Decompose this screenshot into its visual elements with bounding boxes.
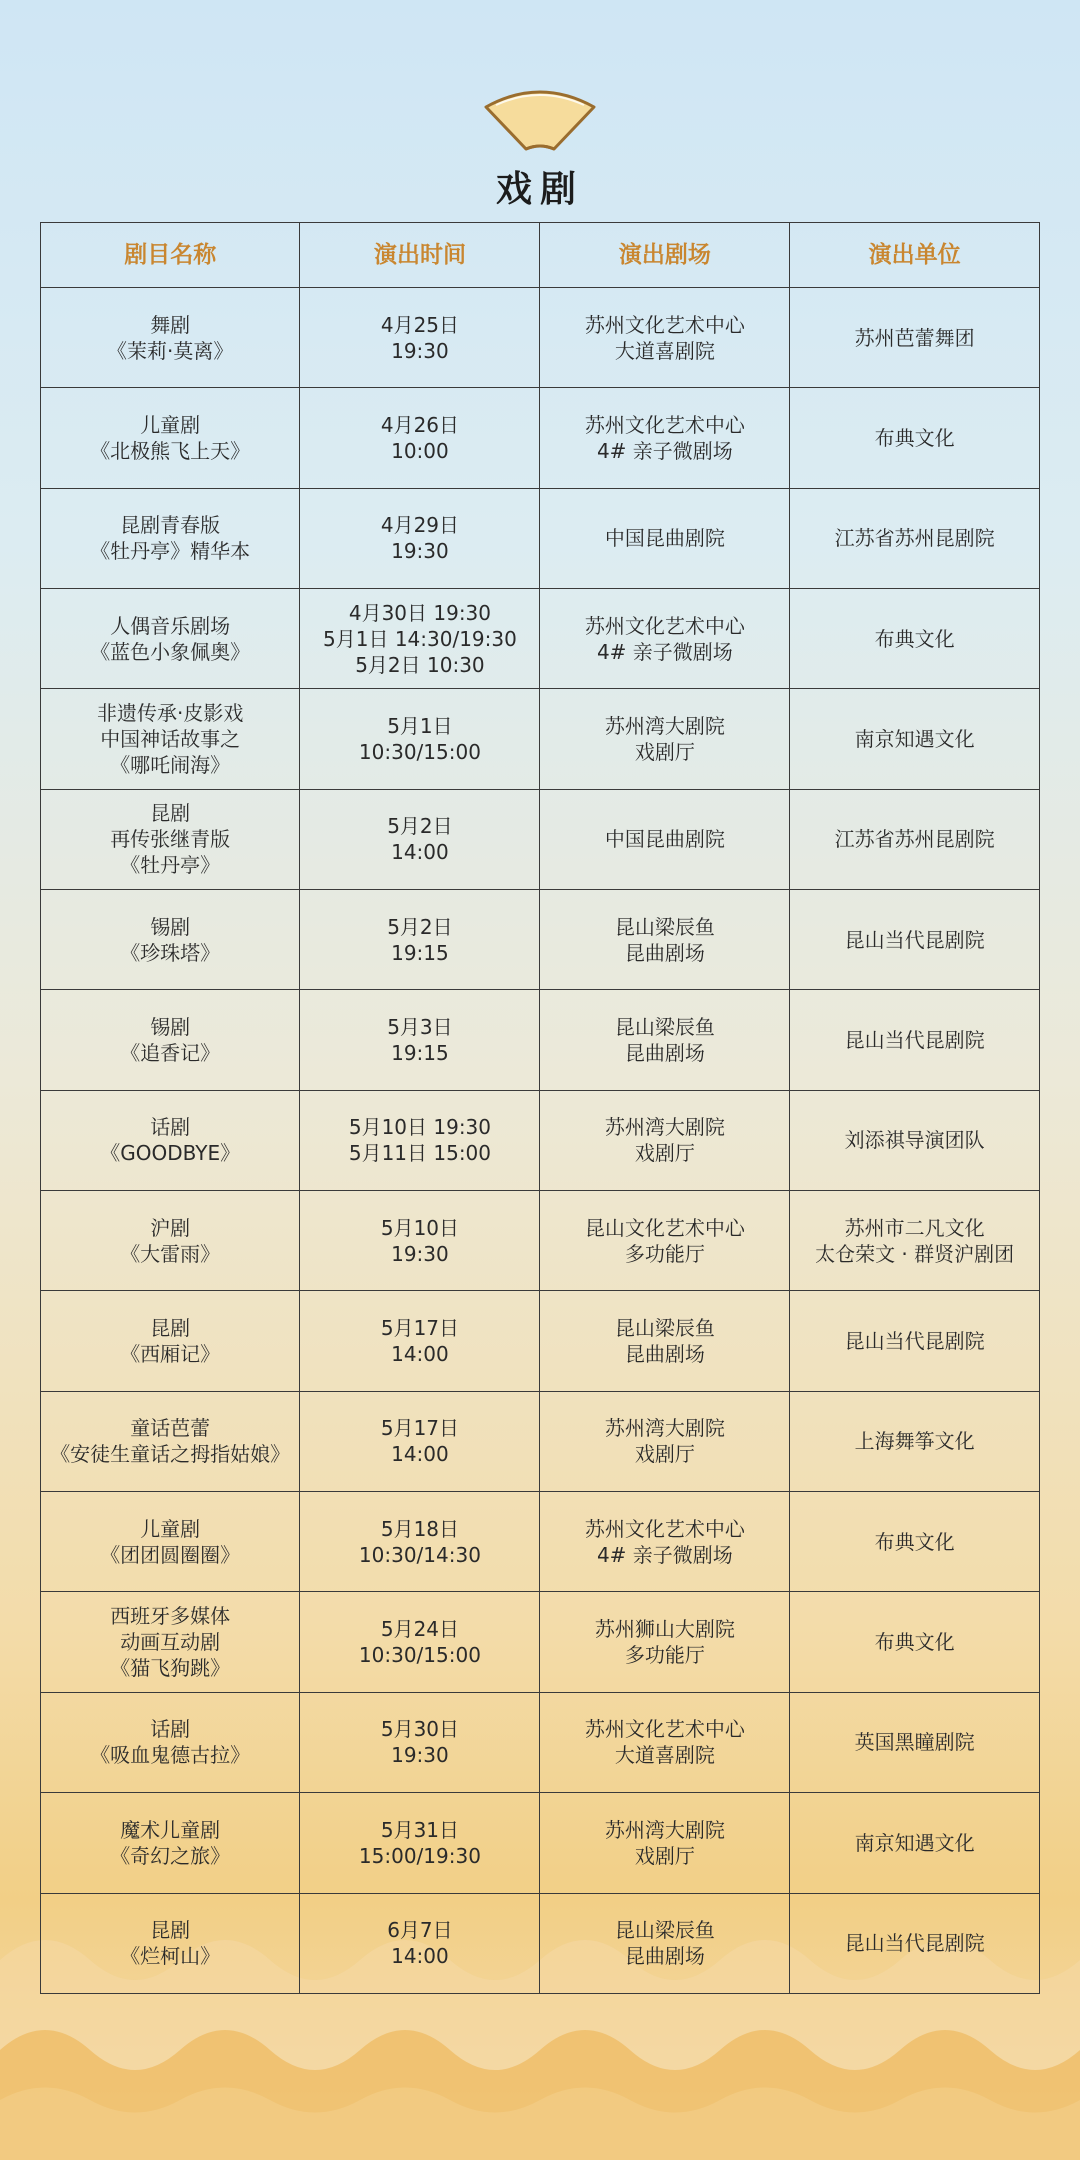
cell-time [300,1191,540,1291]
cell-title [41,689,300,789]
cell-venue-line: 苏州狮山大剧院 [594,1617,735,1642]
cell-title-line: 西班牙多媒体 [110,1604,231,1629]
cell-time-line: 19:15 [391,940,449,965]
cell-time-line: 4月30日 19:30 [348,600,492,625]
cell-time-line: 10:30/15:00 [358,740,481,765]
cell-organizer-line: 江苏省苏州昆剧院 [834,827,995,852]
cell-time-line: 14:00 [391,1342,449,1367]
cell-venue-line: 多功能厅 [624,1643,705,1668]
cell-venue [540,689,790,789]
cell-venue-line: 昆山梁辰鱼 [614,1015,715,1040]
cell-venue-line: 苏州文化艺术中心 [584,312,745,337]
cell-title-line: 魔术儿童剧 [120,1817,221,1842]
cell-title-line: 《团团圆圈圈》 [100,1542,241,1567]
column-header-venue: 演出剧场 [540,223,790,288]
cell-title [41,1492,300,1592]
cell-time-line: 4月26日 [380,413,460,438]
cell-time-line: 5月24日 [380,1617,460,1642]
cell-time-line: 10:00 [391,439,449,464]
cell-organizer-line: 布典文化 [874,626,955,651]
cell-venue-line: 昆曲剧场 [624,1041,705,1066]
table-row [41,1391,1040,1491]
cell-title [41,1692,300,1792]
cell-time-line: 19:15 [391,1041,449,1066]
cell-time [300,589,540,689]
table-row [41,1090,1040,1190]
cell-time [300,288,540,388]
cell-organizer [790,1692,1040,1792]
cell-organizer-line: 太仓荣文 · 群贤沪剧团 [815,1241,1015,1266]
cell-organizer-line: 苏州市二凡文化 [844,1215,985,1240]
cell-time [300,1893,540,1994]
cell-time [300,1391,540,1491]
cell-title [41,1090,300,1190]
cell-title [41,1191,300,1291]
cell-organizer [790,1191,1040,1291]
cell-time-line: 5月2日 [387,914,453,939]
cell-venue-line: 戏剧厅 [634,1442,695,1467]
table-row [41,1893,1040,1994]
cell-time-line: 19:30 [391,539,449,564]
cell-organizer [790,488,1040,588]
cell-time-line: 15:00/19:30 [358,1843,481,1868]
cell-title [41,1592,300,1692]
cell-time-line: 14:00 [391,1442,449,1467]
cell-organizer [790,990,1040,1090]
cell-venue [540,890,790,990]
cell-organizer [790,789,1040,889]
cell-title-line: 《珍珠塔》 [120,940,221,965]
cell-title-line: 《烂柯山》 [120,1944,221,1969]
cell-title-line: 昆剧 [150,801,191,826]
table-body [41,288,1040,1994]
cell-organizer-line: 南京知遇文化 [854,727,975,752]
cell-organizer-line: 布典文化 [874,1529,955,1554]
table-row [41,1793,1040,1893]
cell-title [41,1391,300,1491]
cell-venue-line: 昆曲剧场 [624,1944,705,1969]
cell-venue [540,1793,790,1893]
cell-organizer-line: 苏州芭蕾舞团 [854,325,975,350]
cell-venue [540,1492,790,1592]
cell-time [300,488,540,588]
cell-organizer-line: 刘添祺导演团队 [844,1128,985,1153]
cell-time-line: 19:30 [391,1241,449,1266]
cell-time-line: 5月30日 [380,1717,460,1742]
table-row [41,1492,1040,1592]
cell-venue [540,488,790,588]
cell-venue [540,589,790,689]
cell-time-line: 5月11日 15:00 [348,1141,492,1166]
cell-title-line: 《西厢记》 [120,1342,221,1367]
cell-organizer [790,689,1040,789]
cell-venue-line: 苏州湾大剧院 [604,714,725,739]
cell-title-line: 话剧 [150,1115,191,1140]
cell-title-line: 《北极熊飞上天》 [90,439,251,464]
cell-organizer-line: 昆山当代昆剧院 [844,927,985,952]
cell-venue-line: 苏州湾大剧院 [604,1817,725,1842]
cell-title-line: 昆剧 [150,1316,191,1341]
table-row [41,388,1040,488]
cell-title [41,1291,300,1391]
column-header-organizer: 演出单位 [790,223,1040,288]
cell-time-line: 5月17日 [380,1416,460,1441]
cell-time-line: 5月10日 [380,1215,460,1240]
cell-time-line: 5月2日 [387,814,453,839]
cell-organizer [790,589,1040,689]
cell-venue-line: 4# 亲子微剧场 [596,439,733,464]
cell-venue [540,1893,790,1994]
cell-organizer [790,1592,1040,1692]
cell-time-line: 5月1日 14:30/19:30 [323,626,517,651]
cell-title [41,288,300,388]
cell-venue [540,288,790,388]
cell-title-line: 《蓝色小象佩奥》 [90,639,251,664]
cell-organizer-line: 昆山当代昆剧院 [844,1931,985,1956]
cell-organizer-line: 布典文化 [874,1630,955,1655]
cell-organizer-line: 江苏省苏州昆剧院 [834,526,995,551]
cell-time [300,789,540,889]
cell-time-line: 6月7日 [387,1918,453,1943]
cell-title-line: 《猫飞狗跳》 [110,1656,231,1681]
cell-title-line: 《GOODBYE》 [100,1141,241,1166]
cell-time [300,1592,540,1692]
table-row [41,1692,1040,1792]
cell-title-line: 《吸血鬼德古拉》 [90,1743,251,1768]
folding-fan-icon [480,85,600,155]
cell-organizer [790,1090,1040,1190]
cell-venue [540,388,790,488]
cell-time [300,990,540,1090]
cell-venue-line: 昆山梁辰鱼 [614,1316,715,1341]
cell-title [41,1793,300,1893]
cell-venue [540,789,790,889]
cell-time-line: 5月10日 19:30 [348,1115,492,1140]
cell-time-line: 4月25日 [380,312,460,337]
cell-title-line: 《安徒生童话之拇指姑娘》 [50,1442,291,1467]
cell-organizer-line: 英国黑瞳剧院 [854,1730,975,1755]
cell-title-line: 舞剧 [150,312,191,337]
cell-title-line: 动画互动剧 [120,1630,221,1655]
cell-title [41,789,300,889]
cell-organizer [790,1492,1040,1592]
cell-time-line: 5月3日 [387,1015,453,1040]
cell-title [41,488,300,588]
cell-title-line: 儿童剧 [140,1516,201,1541]
cell-title-line: 童话芭蕾 [130,1416,211,1441]
cell-title-line: 锡剧 [150,1015,191,1040]
schedule-table [40,222,1040,1994]
cell-time-line: 10:30/14:30 [358,1542,481,1567]
cell-venue [540,1291,790,1391]
page-header [0,85,1080,212]
cell-venue-line: 苏州文化艺术中心 [584,1717,745,1742]
cell-title [41,1893,300,1994]
cell-organizer-line: 昆山当代昆剧院 [844,1028,985,1053]
cell-time [300,388,540,488]
cell-title-line: 中国神话故事之 [100,727,241,752]
cell-title-line: 沪剧 [150,1215,191,1240]
cell-title [41,990,300,1090]
cell-organizer [790,288,1040,388]
column-header-title: 剧目名称 [41,223,300,288]
cell-time-line: 4月29日 [380,513,460,538]
cell-venue-line: 苏州文化艺术中心 [584,413,745,438]
cell-venue-line: 昆山梁辰鱼 [614,914,715,939]
cell-title [41,890,300,990]
table-row [41,488,1040,588]
cell-organizer-line: 南京知遇文化 [854,1830,975,1855]
page-title: 戏剧 [495,168,584,210]
cell-venue-line: 中国昆曲剧院 [604,526,725,551]
cell-title-line: 再传张继青版 [110,827,231,852]
cell-time [300,1492,540,1592]
cell-time-line: 5月31日 [380,1817,460,1842]
cell-time [300,689,540,789]
cell-organizer [790,1893,1040,1994]
cell-title-line: 《追香记》 [120,1041,221,1066]
cell-venue-line: 戏剧厅 [634,740,695,765]
table-header-row [41,223,1040,288]
cell-title-line: 《哪吒闹海》 [110,753,231,778]
cell-venue [540,990,790,1090]
cell-venue-line: 4# 亲子微剧场 [596,639,733,664]
cell-venue [540,1391,790,1491]
cell-venue-line: 昆曲剧场 [624,1342,705,1367]
cell-title-line: 人偶音乐剧场 [110,613,231,638]
cell-venue-line: 苏州文化艺术中心 [584,1516,745,1541]
cell-title-line: 昆剧 [150,1918,191,1943]
cell-time-line: 5月18日 [380,1516,460,1541]
table-row [41,689,1040,789]
cell-time [300,1090,540,1190]
cell-title-line: 《牡丹亭》 [120,853,221,878]
cell-organizer [790,1291,1040,1391]
cell-time-line: 19:30 [391,1743,449,1768]
cell-venue-line: 昆山文化艺术中心 [584,1215,745,1240]
cell-time [300,890,540,990]
cell-organizer [790,1391,1040,1491]
table-row [41,1592,1040,1692]
cell-venue-line: 大道喜剧院 [614,338,715,363]
cell-organizer [790,388,1040,488]
cell-title-line: 《奇幻之旅》 [110,1843,231,1868]
cell-venue [540,1090,790,1190]
cell-time-line: 10:30/15:00 [358,1643,481,1668]
cell-venue-line: 苏州湾大剧院 [604,1416,725,1441]
cell-venue-line: 昆曲剧场 [624,940,705,965]
table-row [41,890,1040,990]
cell-time-line: 19:30 [391,338,449,363]
cell-title-line: 《大雷雨》 [120,1241,221,1266]
cell-venue [540,1592,790,1692]
cell-time [300,1692,540,1792]
cell-time [300,1793,540,1893]
cell-organizer-line: 上海舞筝文化 [854,1429,975,1454]
cell-title-line: 非遗传承·皮影戏 [97,701,244,726]
cell-time-line: 5月2日 10:30 [355,652,485,677]
cell-venue-line: 4# 亲子微剧场 [596,1542,733,1567]
cell-time-line: 5月1日 [387,714,453,739]
column-header-time: 演出时间 [300,223,540,288]
cell-title [41,589,300,689]
cell-time-line: 14:00 [391,840,449,865]
cell-venue [540,1191,790,1291]
cell-organizer [790,890,1040,990]
cell-time-line: 14:00 [391,1944,449,1969]
table-row [41,1291,1040,1391]
cell-title-line: 《茉莉·莫离》 [107,338,234,363]
cell-title [41,388,300,488]
table-row [41,990,1040,1090]
cell-time-line: 5月17日 [380,1316,460,1341]
cell-venue-line: 戏剧厅 [634,1843,695,1868]
cell-venue-line: 多功能厅 [624,1241,705,1266]
cell-organizer-line: 昆山当代昆剧院 [844,1329,985,1354]
cell-title-line: 话剧 [150,1717,191,1742]
cell-title-line: 儿童剧 [140,413,201,438]
table-row [41,789,1040,889]
cell-time [300,1291,540,1391]
cell-organizer-line: 布典文化 [874,426,955,451]
cell-venue-line: 大道喜剧院 [614,1743,715,1768]
cell-organizer [790,1793,1040,1893]
cell-title-line: 昆剧青春版 [120,513,221,538]
cell-title-line: 《牡丹亭》精华本 [90,539,251,564]
cell-venue-line: 戏剧厅 [634,1141,695,1166]
cell-venue-line: 苏州文化艺术中心 [584,613,745,638]
table-row [41,589,1040,689]
table-row [41,1191,1040,1291]
cell-venue-line: 昆山梁辰鱼 [614,1918,715,1943]
cell-venue [540,1692,790,1792]
cell-title-line: 锡剧 [150,914,191,939]
cell-venue-line: 中国昆曲剧院 [604,827,725,852]
cell-venue-line: 苏州湾大剧院 [604,1115,725,1140]
table-row [41,288,1040,388]
